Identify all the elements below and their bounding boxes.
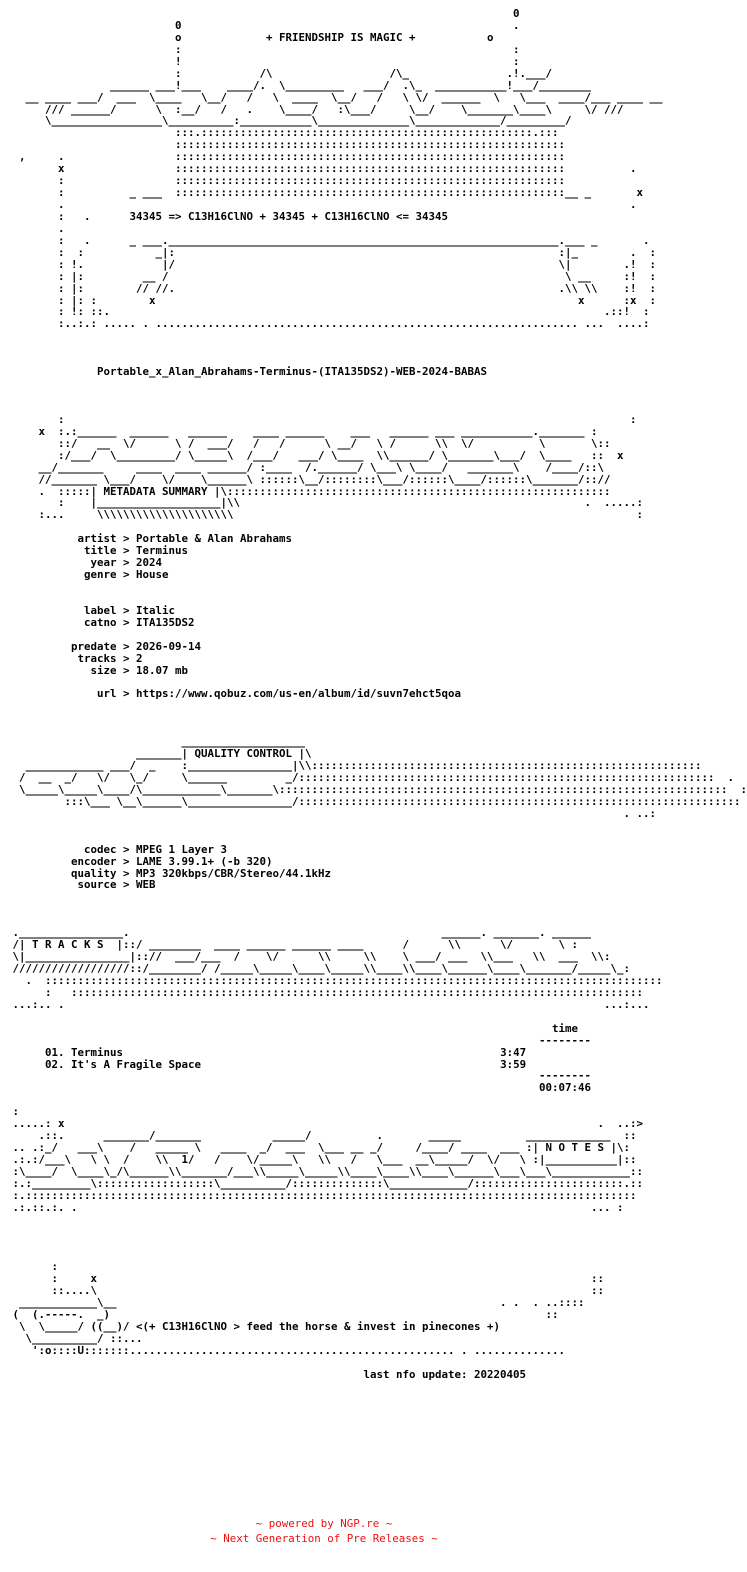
track-2-num: 02. xyxy=(45,1057,65,1071)
formula: 34345 => C13H16ClNO + 34345 + C13H16ClNO <= 34345 xyxy=(129,209,449,223)
meta-title: Terminus xyxy=(136,544,189,558)
qc-source: WEB xyxy=(136,878,156,892)
track-2-time: 3:59 xyxy=(500,1057,527,1071)
meta-url: https://www.qobuz.com/us-en/album/id/suvn7ehct5qoa xyxy=(136,687,462,701)
qc-quality: MP3 320kbps/CBR/Stereo/44.1kHz xyxy=(136,866,332,880)
powered-by: ~ powered by NGP.re ~ xyxy=(255,1517,393,1530)
meta-artist: Portable & Alan Abrahams xyxy=(136,532,293,546)
update-value: 20220405 xyxy=(474,1367,527,1381)
track-1-time: 3:47 xyxy=(500,1045,527,1059)
meta-genre: House xyxy=(136,568,169,582)
qc-encoder: LAME 3.99.1+ (-b 320) xyxy=(136,854,273,868)
meta-size: 18.07 mb xyxy=(136,663,189,677)
meta-year: 2024 xyxy=(136,556,163,570)
track-1-title: Terminus xyxy=(71,1045,124,1059)
release-name: Portable_x_Alan_Abrahams-Terminus-(ITA135DS2)-WEB-2024-BABAS xyxy=(97,365,488,379)
footer-tagline: ~ Next Generation of Pre Releases ~ xyxy=(210,1532,438,1545)
meta-predate: 2026-09-14 xyxy=(136,639,202,653)
meta-label: Italic xyxy=(136,603,176,617)
nfo-art: 0 0 . o + FRIENDSHIP IS MAGIC + o : : ! : : /\ /\_ .!.___/ ______ ___!___ ____/. \_________ ___/ .\_ ___________!___/________ __ ____ ___/ ___ \____ \__/ / \ ____ \__/ / \ \/ ______ \ \___ ____/___ ____ __ /// ______/ \ :__/ / . \____/ :\___/ \__/ \_______\____\ \/ /// \_________________\__________:___________\______________\_____________/_________/ :::.:::::::::::::::::::::::::::::::::::::::::::::::::::.::: :::::::::::::::::::::::::::::::::::::::::::::::::::::::::::: , . :::::::::::::::::::::::::::::::::::::::::::::::::::::::::::: x :::::::::::::::::::::::::::::::::::::::::::::::::::::::::::: . : :::::::::::::::::::::::::::::::::::::::::::::::::::::::::::: : _ ___ ::::::::::::::::::::::::::::::::::::::::::::::::::::::::::::__ _ x . . : . 34345 => C13H16ClNO + 34345 + C13H16ClNO <= 34345 . : . _ ___.____________________________________________________________.___ _ . : : _|: :|_ . : : !. |/ \| .! : : |: __ / \ __ :! : : |: // //. .\\ \\ :! : : |: : x x :x : : !: ::. .::! : :..:.: ..... . ................................................................. ... ....: Portable_x_Alan_Abrahams-Terminus-(ITA135DS2)-WEB-2024-BABAS : : x :.:______ ______ ______ ____ ______ ___ ______ ___ ___________._______ : ::/ __ \/ \ / ___/ / / \ __/ \ / \\ \/ \ \:: :/___/ \_________/ \_____\ /___/ ___/ \____ \\______/ \_______\___/ \____ :: x __/_______ ____ ____ ______/ :____ /.______/ \___\ \____/ _______\ /____/::\ //_______ \___/ \/ \______\ ::::::\__/::::::::\___/::::::\____/::::::\_______/::// . :::::| METADATA SUMMARY |\::::::::::::::::::::::::::::::::::::::::::::::::::::::::::: : |___________________|\\ . .....: :... \\\\\\\\\\\\\\\\\\\\\ : artist > Portable & Alan Abrahams title > Terminus year > 2024 genre > House label > Italic catno > ITA135DS2 predate > 2026-09-14 tracks > 2 size > 18.07 mb url > https://www.qobuz.com/us-en/album/id/suvn7ehct5qoa ___________________ _______| QUALITY CONTROL |\ ____________ ___/ _ :________________|\\:::::::::::::::::::::::::::::::::::::::::::::::::::::::::::: / __ _/ \/ \_/ \______ _/:::::::::::::::::::::::::::::::::::::::::::::::::::::::::::::::: . \_____\_____\____/\____________\_______\::::::::::::::::::::::::::::::::::::::::::::::::::::::::::::::::::::: : :::\___ \__\______\________________/:::::::::::::::::::::::::::::::::::::::::::::::::::::::::::::::::::: . ..: codec > MPEG 1 Layer 3 encoder > LAME 3.99.1+ (-b 320) quality > MP3 320kbps/CBR/Stereo/44.1kHz source > WEB .________________. ______. _______. ______ /| T R A C K S |::/ ________ ____ ______ ______ ____ / \\ \/ \ : \|________________|::// ___/___ / \/ \\ \\ \ ___/ ___ \\___ \\ ___ \\: //////////////////::/________/ /_____\_____\____\_____\\____\\____\______\____\_______/_____\_: . ::::::::::::::::::::::::::::::::::::::::::::::::::::::::::::::::::::::::::::::::::::::::::::::: : :::::::::::::::::::::::::::::::::::::::::::::::::::::::::::::::::::::::::::::::::::::::: ...:.. . ...:... time -------- 01. Terminus 3:47 02. It's A Fragile Space 3:59 -------- 00:07:46 : .....: x . ..:> .::. _______/_______ _____/ . _____ _____________ :: .. .:_/ ___\ / _____ \ ____ _/ ___ \___ __ _/ /____/ ____ ___ :| N O T E S |\: .:.:/___\ \ \ / \\ 1/ / \/_____\ \\ / \___ __\_____/ \/ \ :|___________|:: :\____/ \____\_/\______\\_______/___\\_____\_____\\____\____\\____\______\___\___\____________:: :.:_________\::::::::::::::::::\__________/::::::::::::::\____________/:::::::::::::::::::::::.:: :.:::::::::::::::::::::::::::::::::::::::::::::::::::::::::::::::::::::::::::::::::::::::::::::: .:.::.:. . ... : : : x :: ::....\ :: ____________\__ . . . ..:::: ( (.-----. _) :: \ \_____/ ((__)/ <(+ C13H16ClNO > feed the horse & invest in pinecones +) \__________/ ::... ':o::::U:::::::.................................................. . .............. last nfo update: 20220405 xyxy=(12,7,747,1381)
section-metadata: METADATA SUMMARY xyxy=(103,484,208,498)
section-tracks: T R A C K S xyxy=(32,938,104,952)
update-label: last nfo update: xyxy=(363,1367,468,1381)
meta-catno: ITA135DS2 xyxy=(136,615,195,629)
track-1-num: 01. xyxy=(45,1045,65,1059)
tracks-total: 00:07:46 xyxy=(539,1081,592,1095)
ngp-link[interactable]: NGP.re xyxy=(340,1517,380,1530)
footer-motto: <(+ C13H16ClNO > feed the horse & invest in pinecones +) xyxy=(136,1320,501,1334)
section-quality: QUALITY CONTROL xyxy=(194,747,293,761)
section-notes: N O T E S xyxy=(545,1141,605,1155)
tagline: + FRIENDSHIP IS MAGIC + xyxy=(266,30,416,44)
track-2-title: It's A Fragile Space xyxy=(71,1057,202,1071)
meta-tracks: 2 xyxy=(136,651,143,665)
qc-codec: MPEG 1 Layer 3 xyxy=(136,842,228,856)
tracks-time-header: time xyxy=(552,1021,579,1035)
